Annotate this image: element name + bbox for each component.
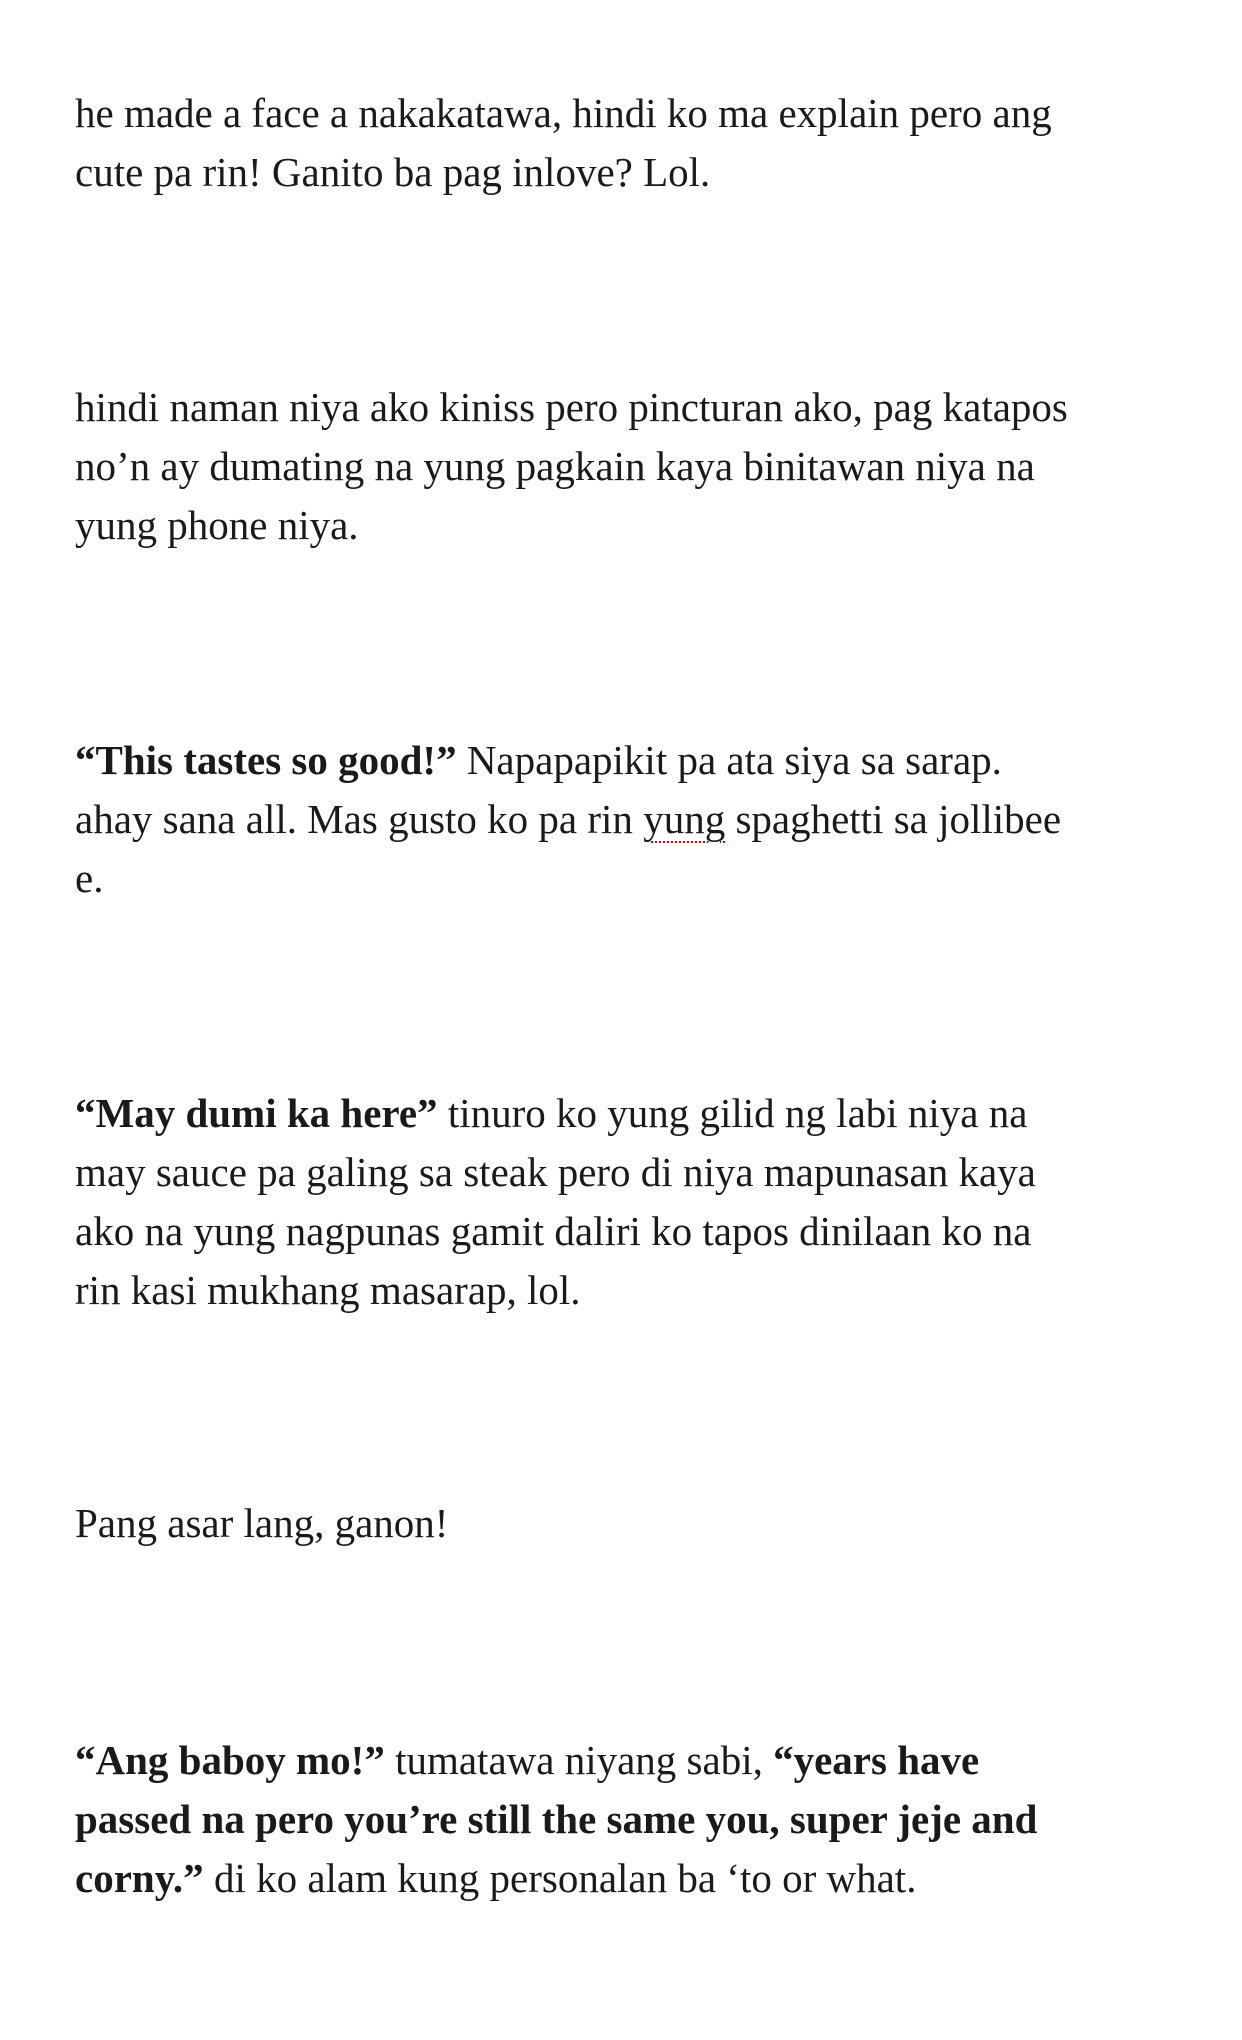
narration-text: spaghetti sa jollibee <box>725 796 1062 842</box>
paragraph-5 <box>75 1494 1175 1553</box>
narration-text: tinuro ko yung gilid ng labi niya na <box>437 1090 1028 1136</box>
paragraph-3 <box>75 731 1175 908</box>
narration-text: ahay sana all. Mas gusto ko pa rin <box>75 796 644 842</box>
paragraph-line: ako na yung nagpunas gamit daliri ko tapos dinilaan ko na <box>75 1208 1032 1254</box>
paragraph-line: may sauce pa galing sa steak pero di niya mapunasan kaya <box>75 1149 1036 1195</box>
dialogue-quote: “This tastes so good!” <box>75 737 457 783</box>
paragraph-line: rin kasi mukhang masarap, lol. <box>75 1267 581 1313</box>
paragraph-line: hindi naman niya ako kiniss pero pincturan ako, pag katapos <box>75 384 1068 430</box>
paragraph-6 <box>75 1731 1175 1908</box>
paragraph-line: no’n ay dumating na yung pagkain kaya binitawan niya na <box>75 443 1035 489</box>
spellcheck-flagged-word[interactable]: yung <box>643 796 726 842</box>
dialogue-quote: “years have <box>773 1737 980 1783</box>
narration-text: Napapapikit pa ata siya sa sarap. <box>456 737 1002 783</box>
paragraph-line: cute pa rin! Ganito ba pag inlove? Lol. <box>75 149 711 195</box>
paragraph-2 <box>75 378 1175 555</box>
dialogue-quote: corny.” <box>75 1855 204 1901</box>
narration-text: e. <box>75 855 104 901</box>
paragraph-line: Pang asar lang, ganon! <box>75 1500 449 1546</box>
dialogue-quote: “May dumi ka here” <box>75 1090 438 1136</box>
dialogue-quote: passed na pero you’re still the same you, super jeje and <box>75 1796 1038 1842</box>
paragraph-4 <box>75 1084 1175 1320</box>
paragraph-line: he made a face a nakakatawa, hindi ko ma explain pero ang <box>75 90 1052 136</box>
dialogue-quote: “Ang baboy mo!” <box>75 1737 385 1783</box>
paragraph-1 <box>75 84 1175 202</box>
paragraph-line: yung phone niya. <box>75 502 359 548</box>
narration-text: tumatawa niyang sabi, <box>384 1737 774 1783</box>
narration-text: di ko alam kung personalan ba ‘to or what. <box>203 1855 917 1901</box>
